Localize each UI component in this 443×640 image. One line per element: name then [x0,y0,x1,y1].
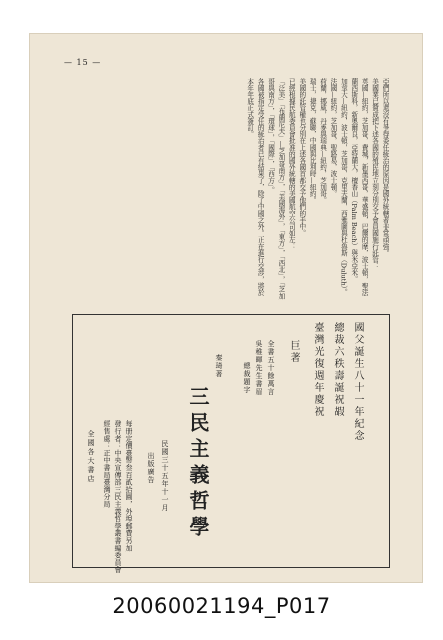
article-text [60,78,390,300]
ad-commemoration-line: 總裁六秩壽誕祝嘏 [332,322,343,418]
book-title: 三民主義哲學 [186,386,210,542]
article-paragraph: 加拿大—紐約，波士頓，芝加哥，克里夫蘭，西雅圖與杜魯斯（Duluth）。 [339,78,348,296]
article-paragraph: 美國業已贊成把下述各國的殖民地立刻分別交予會員國施行託管： [370,78,379,270]
book-publish-notice: 出版廣告 [147,452,155,484]
ad-book-length: 全書五十餘萬言 [267,340,275,396]
article-paragraph: 法國—紐約，芝加哥，聖路易，波士頓。 [328,78,337,197]
article-paragraph: 美國的託管權也分別在上述各國首都交予他們的手中。 [297,78,306,237]
ad-commemoration-line: 臺灣光復週年慶祝 [312,322,323,418]
article-paragraph: 荷蘭，挪威，丹麥與瑞典—紐約，芝加哥。 [318,78,327,204]
book-issuer: 發行者：中央宣傳部三民主義哲學叢書編委員會 [114,420,122,574]
article-paragraph: 各國被指定受任的統治者已有結果了，除了中國之外。正在進行交涉，將於本年年底正式簽訂。 [245,78,265,296]
ad-great-work-label: 巨著 [288,340,299,364]
ad-book-preface: 吳稚暉先生書眉 [255,340,263,396]
article-paragraph: 「泛美」「布蘭尼夫」—芝加哥南方」，「美國海外」，「東方」，「西北」，「芝加哥與南方」，「環球」，「國際」，「西方」。 [266,78,285,300]
book-publish-date: 民國三十五年十一月 [161,440,169,512]
book-price: 每册定價臺幣叁百貳拾圓，外埠郵費另加 [125,420,133,552]
ad-commemoration-line: 國父誕生八十一年紀念 [352,322,363,442]
ad-book-inscription: 總裁題字 [243,362,251,394]
article-paragraph: 英國—紐約，芝加哥，費城，新墨西哥，華盛頓，巴爾的摩，波士頓，聖法蘭西斯科，新奧爾良，亞特蘭大，檀香山（Palm Beach）與米亞米。 [349,78,369,296]
article-paragraph: 亞們所以還沒有爭得委任統治的原因是國外統轄者非常頑強。 [381,78,389,257]
article-paragraph: 已經根據民航委員會批准的國外統轄的美國航空公司如左： [287,78,296,250]
page-number: — 15 — [64,58,102,67]
book-distributor: 經售處：正中書局臺灣分局 [103,420,111,508]
article-paragraph: 瑞士，捷克，蘇聯，中國與比利時—紐約。 [308,78,317,204]
book-bookstores: 全國各大書店 [87,430,95,484]
document-id-caption: 20060021194_P017 [112,594,331,618]
book-author: 秦琦著 [215,354,223,378]
